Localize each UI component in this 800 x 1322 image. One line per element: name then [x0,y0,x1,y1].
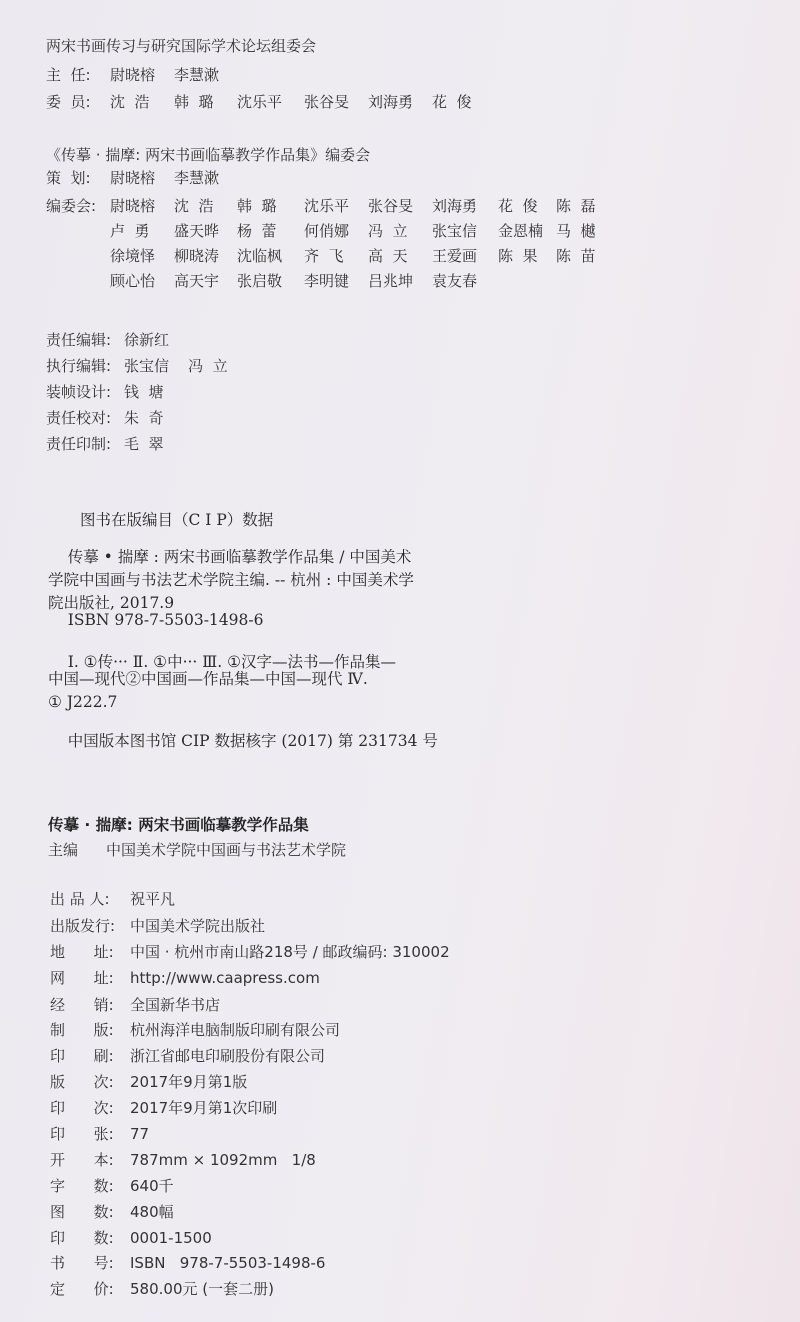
board-member-name: 陈 磊 [556,197,596,215]
pub-info-label: 版 次: [50,1073,114,1091]
pub-info-label: 图 数: [50,1203,114,1221]
pub-info-label: 印 张: [50,1125,114,1143]
pub-info-value: http://www.caapress.com [130,969,320,987]
pub-info-value: 580.00元 (一套二册) [130,1280,274,1298]
board-member-name: 刘海勇 [432,197,478,215]
committee-title: 两宋书画传习与研究国际学术论坛组委会 [46,37,317,55]
pub-info-value: 2017年9月第1次印刷 [130,1099,278,1117]
editorial-board-title: 《传摹 · 揣摩: 两宋书画临摹教学作品集》编委会 [46,146,371,164]
board-member-name: 金恩楠 [498,222,544,240]
board-member-name: 张宝信 [432,222,478,240]
pub-info-label: 开 本: [50,1151,114,1169]
board-label: 编委会: [46,197,97,215]
pub-info-value: 中国美术学院出版社 [130,917,266,935]
pub-info-label: 定 价: [50,1280,114,1298]
pub-info-value: 2017年9月第1版 [130,1073,248,1091]
committee-member-name: 沈乐平 [237,93,283,111]
cip-line: 传摹 • 揣摩 : 两宋书画临摹教学作品集 / 中国美术 [48,548,412,566]
committee-member-name: 沈 浩 [110,93,150,111]
pub-info-label: 印 数: [50,1229,114,1247]
pub-info-value: 中国 · 杭州市南山路218号 / 邮政编码: 310002 [130,943,450,961]
pub-info-value: 640千 [130,1177,174,1195]
board-member-name: 柳晓涛 [174,247,220,265]
committee-director-name: 尉晓榕 [110,66,156,84]
staff-label: 责任印制: [46,435,112,453]
board-member-name: 王爱画 [432,247,478,265]
board-member-name: 陈 果 [498,247,538,265]
board-member-name: 卢 勇 [110,222,150,240]
board-member-name: 沈 浩 [174,197,214,215]
board-member-name: 张谷旻 [368,197,414,215]
cip-class-line: 中国—现代②中国画—作品集—中国—现代 Ⅳ. [48,670,368,688]
pub-info-label: 书 号: [50,1254,114,1272]
book-title: 传摹 · 揣摩: 两宋书画临摹教学作品集 [48,816,309,834]
pub-info-value: 祝平凡 [130,890,176,908]
pub-info-label: 网 址: [50,969,114,987]
pub-info-label: 出 品 人: [50,890,110,908]
pub-info-label: 字 数: [50,1177,114,1195]
board-member-name: 杨 蕾 [237,222,277,240]
cip-class-line: Ⅰ. ①传··· Ⅱ. ①中··· Ⅲ. ①汉字—法书—作品集— [48,653,396,671]
board-member-name: 陈 苗 [556,247,596,265]
pub-info-label: 印 次: [50,1099,114,1117]
cip-record-line: 中国版本图书馆 CIP 数据核字 (2017) 第 231734 号 [48,732,438,750]
cip-line: 院出版社, 2017.9 [48,594,175,612]
board-member-name: 徐境怿 [110,247,156,265]
planning-name: 尉晓榕 [110,169,156,187]
pub-info-value: 787mm × 1092mm 1/8 [130,1151,316,1169]
board-member-name: 马 樾 [556,222,596,240]
staff-value: 钱 塘 [124,383,164,401]
pub-info-value: 0001-1500 [130,1229,212,1247]
book-editor-value: 中国美术学院中国画与书法艺术学院 [106,841,347,859]
board-member-name: 沈临枫 [237,247,283,265]
committee-member-name: 刘海勇 [368,93,414,111]
cip-heading: 图书在版编目（C I P）数据 [80,511,274,529]
committee-member-name: 韩 璐 [174,93,214,111]
committee-member-name: 花 俊 [432,93,472,111]
board-member-name: 张启敬 [237,272,283,290]
pub-info-value: 浙江省邮电印刷股份有限公司 [130,1047,326,1065]
planning-name: 李慧漱 [174,169,220,187]
staff-label: 装帧设计: [46,383,112,401]
planning-label: 策 划: [46,169,91,187]
pub-info-value: 480幅 [130,1203,174,1221]
pub-info-value: 77 [130,1125,150,1143]
board-member-name: 高 天 [368,247,408,265]
board-member-name: 沈乐平 [304,197,350,215]
cip-line: 学院中国画与书法艺术学院主编. -- 杭州 : 中国美术学 [48,571,414,589]
committee-director-label: 主 任: [46,66,91,84]
staff-value: 张宝信 冯 立 [124,357,228,375]
pub-info-value: 全国新华书店 [130,996,221,1014]
pub-info-label: 地 址: [50,943,114,961]
staff-label: 责任编辑: [46,331,112,349]
committee-members-label: 委 员: [46,93,91,111]
board-member-name: 盛天晔 [174,222,220,240]
staff-value: 徐新红 [124,331,170,349]
pub-info-label: 经 销: [50,996,114,1014]
committee-member-name: 张谷旻 [304,93,350,111]
board-member-name: 高天宇 [174,272,220,290]
staff-value: 朱 奇 [124,409,164,427]
board-member-name: 尉晓榕 [110,197,156,215]
board-member-name: 韩 璐 [237,197,277,215]
cip-class-line: ① J222.7 [48,693,118,711]
board-member-name: 齐 飞 [304,247,344,265]
staff-label: 执行编辑: [46,357,112,375]
board-member-name: 何俏娜 [304,222,350,240]
board-member-name: 花 俊 [498,197,538,215]
board-member-name: 吕兆坤 [368,272,414,290]
staff-value: 毛 翠 [124,435,164,453]
cip-isbn-line: ISBN 978-7-5503-1498-6 [48,611,264,629]
committee-director-name: 李慧漱 [174,66,220,84]
pub-info-label: 印 刷: [50,1047,114,1065]
board-member-name: 袁友春 [432,272,478,290]
pub-info-value: ISBN 978-7-5503-1498-6 [130,1254,326,1272]
pub-info-value: 杭州海洋电脑制版印刷有限公司 [130,1021,341,1039]
board-member-name: 冯 立 [368,222,408,240]
board-member-name: 李明键 [304,272,350,290]
pub-info-label: 制 版: [50,1021,114,1039]
board-member-name: 顾心怡 [110,272,156,290]
book-editor-label: 主编 [48,841,79,859]
pub-info-label: 出版发行: [50,917,116,935]
staff-label: 责任校对: [46,409,112,427]
